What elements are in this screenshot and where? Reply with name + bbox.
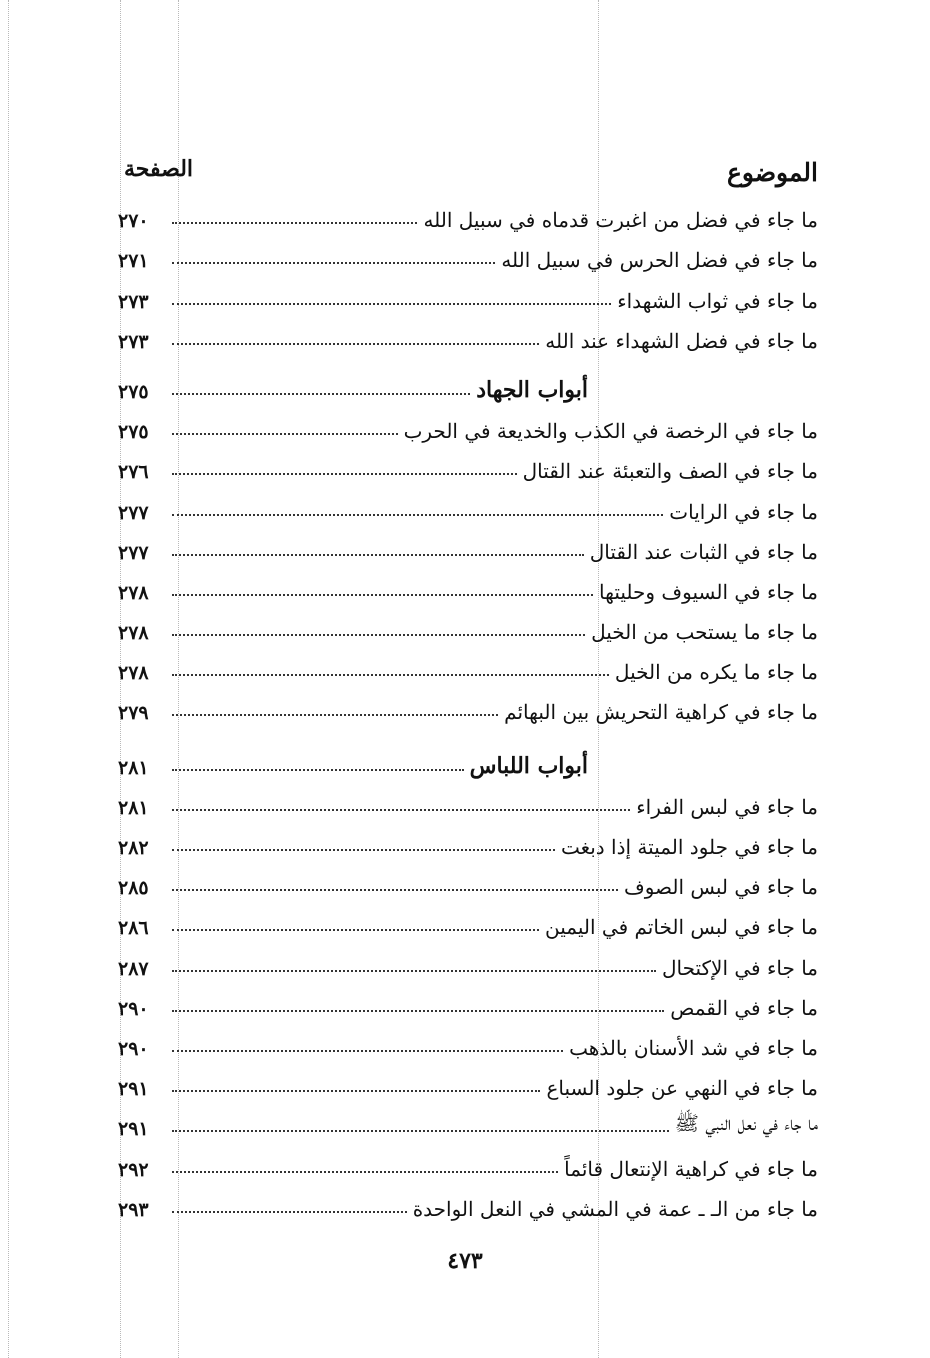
dot-leader [172, 849, 555, 851]
dot-leader [172, 809, 630, 811]
toc-entry-page: ٢٧٦ [118, 461, 149, 484]
toc-entry-title: ما جاء في شد الأسنان بالذهب [569, 1035, 818, 1060]
toc-entry [118, 524, 818, 564]
toc-entry-title: ما جاء في جلود الميتة إذا دبغت [560, 835, 818, 859]
toc-entry-page: ٢٧٨ [118, 581, 149, 604]
toc-entry-page: ٢٧٧ [118, 501, 149, 524]
dot-leader [172, 769, 464, 771]
toc-entry [118, 564, 818, 604]
toc-entry-page: ٢٨١ [118, 756, 149, 779]
toc-entry-page: ٢٩١ [118, 1078, 149, 1101]
dot-leader [172, 1010, 664, 1012]
toc-entry-title: ما جاء في الإكتحال [661, 955, 818, 980]
toc-entry-title: ما جاء ما يكره من الخيل [614, 660, 818, 685]
toc-entry [118, 819, 818, 859]
toc-entry [118, 1060, 818, 1100]
toc-entry-page: ٢٧٥ [118, 380, 149, 403]
toc-entry [118, 604, 818, 644]
toc-entry-title: ما جاء في السيوف وحليتها [599, 579, 818, 604]
page-number: ٤٧٣ [447, 1248, 483, 1274]
toc-entry-page: ٢٧٠ [118, 210, 149, 233]
dot-leader [172, 433, 398, 435]
toc-entry-title: ما جاء ما يستحب من الخيل [591, 620, 818, 645]
toc-entry-page: ٢٩١ [118, 1118, 149, 1141]
toc-entry-page: ٢٨٧ [118, 957, 149, 980]
toc-entry-title: ما جاء في كراهية الإنتعال قائماً [564, 1156, 818, 1181]
toc-entry-title: أبواب اللباس [469, 752, 588, 779]
column-title-page: الصفحة [124, 156, 194, 182]
toc-entry-page: ٢٨٢ [118, 837, 149, 859]
dot-leader [172, 1130, 669, 1132]
toc-entry-page: ٢٨٥ [118, 877, 149, 900]
toc-section-heading [118, 738, 818, 778]
dot-leader [172, 674, 609, 676]
toc-entry [118, 192, 818, 232]
toc-entry-title: ما جاء في فضل الحرس في سبيل الله [501, 248, 818, 273]
toc-entry-title: ما جاء في الرخصة في الكذب والخديعة في الحرب [403, 419, 818, 444]
dot-leader [172, 473, 517, 475]
toc-entry-page: ٢٧٥ [118, 421, 149, 444]
toc-entry-title: ما جاء في فضل من اغبرت قدماه في سبيل الله [423, 208, 818, 233]
dot-leader [172, 594, 593, 596]
toc-entry [118, 779, 818, 819]
toc-entry [118, 899, 818, 939]
toc-entry [118, 443, 818, 483]
toc-entry-page: ٢٩٠ [118, 997, 149, 1020]
table-of-contents [118, 150, 818, 1221]
toc-entry [118, 1181, 818, 1221]
toc-entry-title: ما جاء في القمص [670, 995, 818, 1020]
dot-leader [172, 222, 417, 224]
toc-header [118, 150, 818, 192]
dot-leader [172, 889, 618, 891]
toc-entry [118, 1100, 818, 1140]
toc-entry-title: ما جاء في فضل الشهداء عند الله [545, 328, 818, 353]
toc-entry-title: ما جاء في الثبات عند القتال [589, 539, 818, 564]
toc-entry-title: ما جاء في كراهية التحريش بين البهائم [504, 700, 818, 725]
toc-entry [118, 272, 818, 312]
dot-leader [172, 714, 498, 716]
toc-entry-title: ما جاء في النهي عن جلود السباع [546, 1076, 818, 1101]
dot-leader [172, 1211, 407, 1213]
toc-entry-title: ما جاء في لبس الصوف [623, 875, 818, 900]
toc-entry-page: ٢٩٣ [118, 1198, 149, 1221]
dot-leader [172, 393, 470, 395]
toc-entry-page: ٢٧١ [118, 250, 149, 273]
toc-entry [118, 313, 818, 353]
toc-entry [118, 483, 818, 523]
toc-entry-title: ما جاء في لبس الفراء [636, 794, 818, 819]
dot-leader [172, 554, 584, 556]
toc-entry-title: ما جاء في ثواب الشهداء [617, 288, 818, 313]
dot-leader [172, 970, 656, 972]
toc-entry-page: ٢٧٣ [118, 290, 149, 313]
dot-leader [172, 929, 539, 931]
scan-guide-line [8, 0, 9, 1358]
toc-entry [118, 980, 818, 1020]
toc-entry-title: ما جاء في الصف والتعبئة عند القتال [522, 459, 818, 484]
toc-entry [118, 1020, 818, 1060]
toc-entry-title: ما جاء في نعل النبي ﷺ [674, 1111, 818, 1136]
dot-leader [172, 303, 611, 305]
dot-leader [172, 1090, 540, 1092]
toc-entry-page: ٢٧٩ [118, 702, 149, 725]
toc-entry-page: ٢٩٢ [118, 1158, 149, 1181]
dot-leader [172, 262, 495, 264]
toc-entry [118, 684, 818, 724]
dot-leader [172, 1171, 558, 1173]
toc-entry [118, 644, 818, 684]
toc-entry-page: ٢٧٨ [118, 662, 149, 685]
toc-entry [118, 859, 818, 899]
toc-entry-page: ٢٧٧ [118, 541, 149, 564]
dot-leader [172, 634, 585, 636]
toc-entry-page: ٢٧٨ [118, 622, 149, 645]
dot-leader [172, 1050, 563, 1052]
toc-entry-page: ٢٨١ [118, 796, 149, 819]
toc-entry-page: ٢٨٦ [118, 917, 149, 940]
toc-entry-page: ٢٧٣ [118, 330, 149, 353]
toc-entry-page: ٢٩٠ [118, 1037, 149, 1060]
toc-entry [118, 939, 818, 979]
column-title-subject: الموضوع [727, 158, 818, 187]
toc-entry [118, 232, 818, 272]
dot-leader [172, 343, 539, 345]
toc-entry-title: أبواب الجهاد [476, 376, 588, 403]
toc-entry-title: ما جاء في لبس الخاتم في اليمين [545, 915, 818, 940]
toc-section-heading [118, 363, 818, 403]
toc-entry [118, 403, 818, 443]
toc-list [118, 192, 818, 1221]
toc-entry-title: ما جاء في الرايات [669, 499, 818, 524]
toc-entry-title: ما جاء من الـ ـ عمة في المشي في النعل الواحدة [412, 1196, 818, 1221]
dot-leader [172, 514, 663, 516]
toc-entry [118, 1140, 818, 1180]
